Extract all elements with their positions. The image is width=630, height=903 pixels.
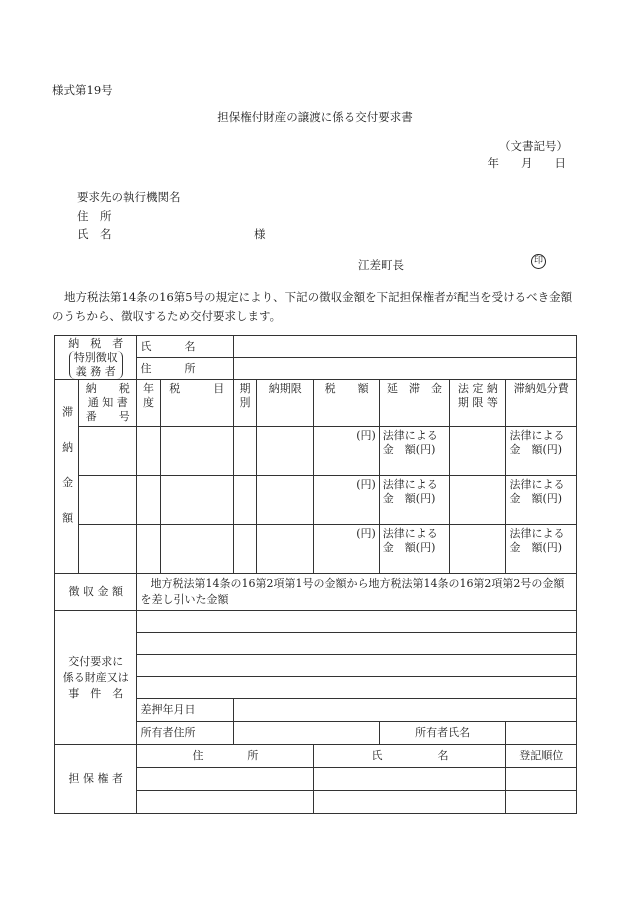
legal-amount: 金 額(円) — [509, 443, 563, 456]
cell-disposal-fee[interactable] — [506, 525, 577, 574]
cell-tax-item[interactable] — [160, 427, 233, 476]
creditor-rank-field[interactable] — [506, 791, 577, 814]
legal-note: 法律による — [509, 527, 565, 540]
cell-due[interactable] — [257, 476, 314, 525]
header-tax-item: 税 目 — [160, 380, 233, 427]
arrears-row — [55, 476, 577, 525]
cell-notice-no[interactable] — [79, 427, 137, 476]
cell-late-fee[interactable] — [379, 427, 449, 476]
cell-notice-no[interactable] — [79, 525, 137, 574]
cell-due[interactable] — [257, 525, 314, 574]
taxpayer-name-field[interactable] — [233, 336, 576, 358]
creditor-col-rank: 登記順位 — [506, 745, 577, 768]
yen-unit: (円) — [356, 527, 376, 540]
cell-period[interactable] — [233, 476, 256, 525]
creditor-col-address: 住 所 — [137, 745, 314, 768]
property-line-4[interactable] — [137, 677, 577, 699]
cell-year[interactable] — [137, 476, 160, 525]
form-number: 様式第19号 — [52, 83, 113, 97]
cell-notice-no[interactable] — [79, 476, 137, 525]
taxpayer-address-label: 住 所 — [137, 358, 234, 380]
cell-legal-due[interactable] — [450, 427, 506, 476]
issuer-name: 江差町長 — [358, 258, 404, 272]
document-number: （文書記号） — [499, 139, 568, 153]
special-collector-line2: 義 務 者 — [75, 364, 116, 378]
cell-amount[interactable] — [314, 476, 379, 525]
recipient-address-label: 住 所 — [77, 209, 112, 223]
creditor-name-field[interactable] — [314, 791, 506, 814]
arrears-side-text: 滞納金額 — [60, 406, 74, 547]
date-month: 月 — [521, 156, 533, 170]
cell-legal-due[interactable] — [450, 476, 506, 525]
header-period: 期別 — [233, 380, 256, 427]
creditor-address-field[interactable] — [137, 791, 314, 814]
cell-period[interactable] — [233, 525, 256, 574]
owner-address-label: 所有者住所 — [137, 722, 234, 745]
recipient-org-label: 要求先の執行機関名 — [77, 190, 181, 204]
seizure-date-field[interactable] — [233, 699, 576, 722]
seizure-date-label: 差押年月日 — [137, 699, 234, 722]
cell-tax-item[interactable] — [160, 476, 233, 525]
taxpayer-address-field[interactable] — [233, 358, 576, 380]
legal-note: 法律による — [382, 527, 438, 540]
arrears-row — [55, 525, 577, 574]
taxpayer-label: 納 税 者 — [68, 336, 124, 350]
header-notice-no: 納 税 通 知 書 番 号 — [79, 380, 137, 427]
legal-note: 法律による — [509, 478, 565, 491]
creditor-col-name: 氏 名 — [314, 745, 506, 768]
cell-disposal-fee[interactable] — [506, 476, 577, 525]
collection-text: 地方税法第14条の16第2項第1号の金額から地方税法第14条の16第2項第2号の金額を差し引いた金額 — [137, 574, 577, 611]
date-line — [488, 155, 567, 171]
cell-disposal-fee[interactable] — [506, 427, 577, 476]
cell-late-fee[interactable] — [379, 476, 449, 525]
header-amount: 税 額 — [314, 380, 379, 427]
collection-label: 徴 収 金 額 — [55, 574, 137, 611]
cell-amount[interactable] — [314, 525, 379, 574]
cell-amount[interactable] — [314, 427, 379, 476]
owner-name-field[interactable] — [506, 722, 577, 745]
owner-name-label: 所有者氏名 — [379, 722, 506, 745]
property-label: 交付要求に 係る財産又は 事 件 名 — [55, 611, 137, 745]
cell-year[interactable] — [137, 525, 160, 574]
legal-note: 法律による — [509, 429, 565, 442]
taxpayer-name-label: 氏 名 — [137, 336, 234, 358]
creditor-address-field[interactable] — [137, 768, 314, 791]
cell-tax-item[interactable] — [160, 525, 233, 574]
cell-period[interactable] — [233, 427, 256, 476]
recipient-name-label: 氏 名 — [77, 227, 112, 241]
legal-amount: 金 額(円) — [382, 443, 436, 456]
creditor-rank-field[interactable] — [506, 768, 577, 791]
property-line-2[interactable] — [137, 633, 577, 655]
special-collector-label — [69, 351, 123, 379]
property-line-1[interactable] — [137, 611, 577, 633]
arrears-row — [55, 427, 577, 476]
cell-legal-due[interactable] — [450, 525, 506, 574]
cell-year[interactable] — [137, 427, 160, 476]
header-due: 納期限 — [257, 380, 314, 427]
request-table — [54, 335, 577, 814]
yen-unit: (円) — [356, 478, 376, 491]
legal-amount: 金 額(円) — [382, 492, 436, 505]
creditor-label: 担 保 権 者 — [55, 745, 137, 814]
seal-mark: 印 — [531, 254, 546, 269]
taxpayer-label-cell — [55, 336, 137, 380]
legal-amount: 金 額(円) — [509, 492, 563, 505]
header-late-fee: 延 滞 金 — [379, 380, 449, 427]
date-day: 日 — [554, 156, 566, 170]
creditor-name-field[interactable] — [314, 768, 506, 791]
legal-note: 法律による — [382, 478, 438, 491]
owner-address-field[interactable] — [233, 722, 379, 745]
yen-unit: (円) — [356, 429, 376, 442]
arrears-side-label — [55, 380, 79, 574]
header-legal-due: 法 定 納 期 限 等 — [450, 380, 506, 427]
cell-due[interactable] — [257, 427, 314, 476]
cell-late-fee[interactable] — [379, 525, 449, 574]
legal-note: 法律による — [382, 429, 438, 442]
legal-amount: 金 額(円) — [509, 541, 563, 554]
date-year: 年 — [487, 156, 499, 170]
property-line-3[interactable] — [137, 655, 577, 677]
legal-amount: 金 額(円) — [382, 541, 436, 554]
intro-paragraph: 地方税法第14条の16第5号の規定により、下記の徴収金額を下記担保権者が配当を受けるべき金額のうちから、徴収するため交付要求します。 — [52, 290, 573, 323]
document-title: 担保権付財産の譲渡に係る交付要求書 — [217, 110, 413, 124]
special-collector-line1: 特別徴収 — [73, 350, 118, 364]
honorific: 様 — [254, 227, 266, 241]
header-year: 年度 — [137, 380, 160, 427]
header-disposal-fee: 滞納処分費 — [506, 380, 577, 427]
